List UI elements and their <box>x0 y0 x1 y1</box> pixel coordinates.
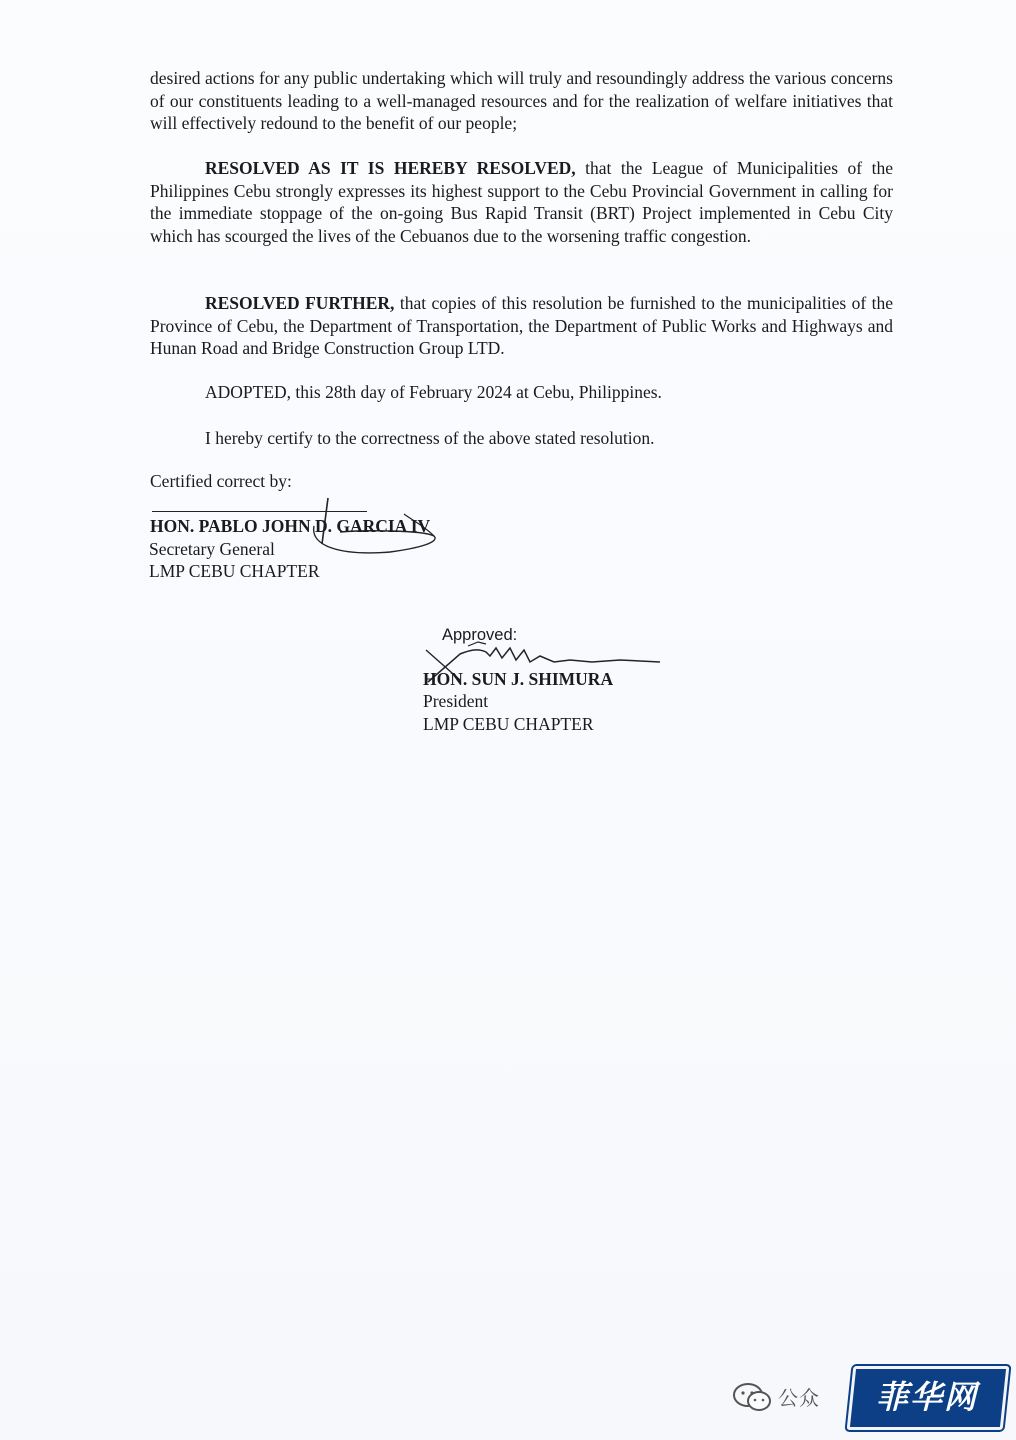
watermark-brand-text: 菲华网 <box>875 1378 978 1416</box>
resolved-further-lead: RESOLVED FURTHER, <box>205 293 395 313</box>
resolved-body: that the League of Municipalities of the Philippines Cebu strongly expresses its highest support to the Cebu Provincial Government in calling for the immediate stoppage of the on-going Bus Rapid Transit (BRT) Project implemented in Cebu City which has scourged the lives of the Cebuanos due to the worsening traffic congestion. <box>150 158 893 246</box>
secretary-org: LMP CEBU CHAPTER <box>149 561 320 581</box>
approved-label: Approved: <box>442 626 518 644</box>
resolved-lead: RESOLVED AS IT IS HEREBY RESOLVED, <box>205 158 576 178</box>
paragraph-welfare: desired actions for any public undertaking which will truly and resoundingly address the various concerns of our constituents leading to a well-managed resources and for the realization of welfare initiatives that will effectively redound to the benefit of our people; <box>150 68 893 134</box>
watermark-platform-text: 公众 <box>778 1386 820 1410</box>
wechat-icon <box>732 1382 774 1412</box>
certify-line: I hereby certify to the correctness of the above stated resolution. <box>205 428 655 448</box>
paragraph-resolved-further <box>150 292 893 360</box>
watermark-badge <box>732 1362 1008 1428</box>
resolved-further-body: that copies of this resolution be furnished to the municipalities of the Province of Cebu, the Department of Transportation, the Department of Public Works and Highways and Hunan Road and Bridge Construction Group LTD. <box>150 293 893 359</box>
president-name: HON. SUN J. SHIMURA <box>423 669 614 689</box>
adopted-line: ADOPTED, this 28th day of February 2024 at Cebu, Philippines. <box>205 382 662 402</box>
president-title: President <box>423 691 489 711</box>
president-org: LMP CEBU CHAPTER <box>423 714 594 734</box>
paragraph-resolved <box>150 157 893 247</box>
secretary-title: Secretary General <box>149 539 275 559</box>
certified-label: Certified correct by: <box>150 471 292 491</box>
secretary-name: HON. PABLO JOHN D. GARCIA IV <box>150 516 431 536</box>
